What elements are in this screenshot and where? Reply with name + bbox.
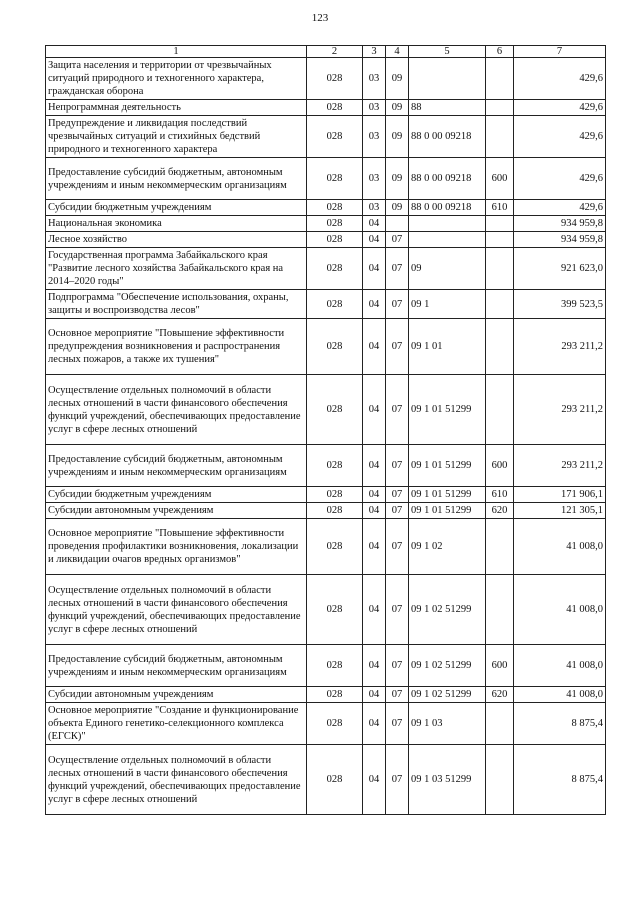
table-row xyxy=(46,575,606,645)
row-name-cell: Субсидии автономным учреждениям xyxy=(46,687,307,703)
row-name-cell: Предоставление субсидий бюджетным, автономным учреждениям и иным некоммерческим организациям xyxy=(46,445,307,487)
amount-cell: 293 211,2 xyxy=(514,319,606,375)
expense-type-cell xyxy=(486,319,514,375)
table-row xyxy=(46,248,606,290)
subdivision-cell: 07 xyxy=(386,445,409,487)
amount-cell: 921 623,0 xyxy=(514,248,606,290)
target-article-cell: 09 1 01 51299 xyxy=(409,375,486,445)
table-row xyxy=(46,445,606,487)
target-article-cell: 09 1 02 51299 xyxy=(409,575,486,645)
row-name-cell: Непрограммная деятельность xyxy=(46,100,307,116)
division-cell: 03 xyxy=(363,100,386,116)
target-article-cell: 09 1 03 xyxy=(409,703,486,745)
subdivision-cell: 09 xyxy=(386,158,409,200)
division-cell: 03 xyxy=(363,58,386,100)
subdivision-cell: 07 xyxy=(386,319,409,375)
section-code-cell: 028 xyxy=(307,703,363,745)
section-code-cell: 028 xyxy=(307,519,363,575)
section-code-cell: 028 xyxy=(307,445,363,487)
subdivision-cell: 07 xyxy=(386,487,409,503)
target-article-cell: 09 1 02 51299 xyxy=(409,645,486,687)
expense-type-cell xyxy=(486,575,514,645)
section-code-cell: 028 xyxy=(307,100,363,116)
division-cell: 03 xyxy=(363,116,386,158)
section-code-cell: 028 xyxy=(307,116,363,158)
target-article-cell: 88 0 00 09218 xyxy=(409,158,486,200)
row-name-cell: Основное мероприятие "Повышение эффективности предупреждения возникновения и распространения лесных пожаров, а также их тушения" xyxy=(46,319,307,375)
amount-cell: 429,6 xyxy=(514,100,606,116)
subdivision-cell: 07 xyxy=(386,519,409,575)
section-code-cell: 028 xyxy=(307,248,363,290)
target-article-cell: 09 1 02 xyxy=(409,519,486,575)
row-name-cell: Субсидии бюджетным учреждениям xyxy=(46,487,307,503)
target-article-cell: 09 1 02 51299 xyxy=(409,687,486,703)
amount-cell: 429,6 xyxy=(514,158,606,200)
amount-cell: 934 959,8 xyxy=(514,232,606,248)
expense-type-cell xyxy=(486,290,514,319)
row-name-cell: Государственная программа Забайкальского края "Развитие лесного хозяйства Забайкальского края на 2014–2020 годы" xyxy=(46,248,307,290)
division-cell: 04 xyxy=(363,703,386,745)
division-cell: 04 xyxy=(363,487,386,503)
table-row xyxy=(46,687,606,703)
target-article-cell: 88 0 00 09218 xyxy=(409,200,486,216)
expense-type-cell xyxy=(486,216,514,232)
expense-type-cell: 620 xyxy=(486,687,514,703)
subdivision-cell: 07 xyxy=(386,645,409,687)
target-article-cell: 09 1 01 xyxy=(409,319,486,375)
row-name-cell: Предупреждение и ликвидация последствий чрезвычайных ситуаций и стихийных бедствий природного и техногенного характера xyxy=(46,116,307,158)
amount-cell: 41 008,0 xyxy=(514,687,606,703)
division-cell: 04 xyxy=(363,575,386,645)
subdivision-cell: 07 xyxy=(386,575,409,645)
amount-cell: 293 211,2 xyxy=(514,445,606,487)
division-cell: 04 xyxy=(363,645,386,687)
division-cell: 04 xyxy=(363,232,386,248)
expense-type-cell: 600 xyxy=(486,158,514,200)
division-cell: 04 xyxy=(363,745,386,815)
target-article-cell: 09 1 01 51299 xyxy=(409,487,486,503)
subdivision-cell: 09 xyxy=(386,100,409,116)
table-row xyxy=(46,645,606,687)
target-article-cell: 09 1 xyxy=(409,290,486,319)
amount-cell: 41 008,0 xyxy=(514,645,606,687)
section-code-cell: 028 xyxy=(307,375,363,445)
expense-type-cell: 600 xyxy=(486,645,514,687)
column-header: 1 xyxy=(46,46,307,58)
expense-type-cell xyxy=(486,232,514,248)
expense-type-cell xyxy=(486,703,514,745)
row-name-cell: Подпрограмма "Обеспечение использования, охраны, защиты и воспроизводства лесов" xyxy=(46,290,307,319)
division-cell: 04 xyxy=(363,216,386,232)
row-name-cell: Осуществление отдельных полномочий в области лесных отношений в части финансового обеспечения функций учреждений, обеспечивающих предоставление услуг в сфере лесных отношений xyxy=(46,375,307,445)
subdivision-cell: 07 xyxy=(386,248,409,290)
target-article-cell: 09 1 03 51299 xyxy=(409,745,486,815)
table-row xyxy=(46,100,606,116)
division-cell: 04 xyxy=(363,503,386,519)
section-code-cell: 028 xyxy=(307,487,363,503)
section-code-cell: 028 xyxy=(307,575,363,645)
target-article-cell: 09 1 01 51299 xyxy=(409,503,486,519)
table-row xyxy=(46,116,606,158)
target-article-cell xyxy=(409,58,486,100)
subdivision-cell: 07 xyxy=(386,745,409,815)
expense-type-cell: 610 xyxy=(486,487,514,503)
section-code-cell: 028 xyxy=(307,290,363,319)
table-row xyxy=(46,290,606,319)
row-name-cell: Предоставление субсидий бюджетным, автономным учреждениям и иным некоммерческим организациям xyxy=(46,158,307,200)
row-name-cell: Основное мероприятие "Создание и функционирование объекта Единого генетико-селекционного комплекса (ЕГСК)" xyxy=(46,703,307,745)
subdivision-cell xyxy=(386,216,409,232)
table-row xyxy=(46,487,606,503)
row-name-cell: Предоставление субсидий бюджетным, автономным учреждениям и иным некоммерческим организациям xyxy=(46,645,307,687)
column-header: 2 xyxy=(307,46,363,58)
target-article-cell: 88 xyxy=(409,100,486,116)
amount-cell: 41 008,0 xyxy=(514,519,606,575)
section-code-cell: 028 xyxy=(307,687,363,703)
section-code-cell: 028 xyxy=(307,645,363,687)
expense-type-cell: 620 xyxy=(486,503,514,519)
section-code-cell: 028 xyxy=(307,158,363,200)
table-row xyxy=(46,232,606,248)
table-row xyxy=(46,375,606,445)
amount-cell: 429,6 xyxy=(514,200,606,216)
table-row xyxy=(46,519,606,575)
column-header: 5 xyxy=(409,46,486,58)
amount-cell: 934 959,8 xyxy=(514,216,606,232)
row-name-cell: Субсидии автономным учреждениям xyxy=(46,503,307,519)
table-row xyxy=(46,200,606,216)
page-number: 123 xyxy=(311,12,329,24)
section-code-cell: 028 xyxy=(307,58,363,100)
expense-type-cell xyxy=(486,58,514,100)
subdivision-cell: 09 xyxy=(386,116,409,158)
division-cell: 04 xyxy=(363,445,386,487)
row-name-cell: Лесное хозяйство xyxy=(46,232,307,248)
expense-type-cell: 600 xyxy=(486,445,514,487)
target-article-cell xyxy=(409,232,486,248)
division-cell: 04 xyxy=(363,375,386,445)
division-cell: 04 xyxy=(363,519,386,575)
column-header: 3 xyxy=(363,46,386,58)
amount-cell: 399 523,5 xyxy=(514,290,606,319)
target-article-cell: 88 0 00 09218 xyxy=(409,116,486,158)
amount-cell: 293 211,2 xyxy=(514,375,606,445)
subdivision-cell: 07 xyxy=(386,290,409,319)
expense-type-cell: 610 xyxy=(486,200,514,216)
amount-cell: 41 008,0 xyxy=(514,575,606,645)
subdivision-cell: 07 xyxy=(386,687,409,703)
row-name-cell: Осуществление отдельных полномочий в области лесных отношений в части финансового обеспечения функций учреждений, обеспечивающих предоставление услуг в сфере лесных отношений xyxy=(46,745,307,815)
division-cell: 03 xyxy=(363,158,386,200)
row-name-cell: Основное мероприятие "Повышение эффективности проведения профилактики возникновения, локализации и ликвидации очагов вредных организмов" xyxy=(46,519,307,575)
section-code-cell: 028 xyxy=(307,745,363,815)
division-cell: 04 xyxy=(363,290,386,319)
amount-cell: 121 305,1 xyxy=(514,503,606,519)
table-row xyxy=(46,703,606,745)
amount-cell: 429,6 xyxy=(514,116,606,158)
section-code-cell: 028 xyxy=(307,200,363,216)
target-article-cell: 09 xyxy=(409,248,486,290)
subdivision-cell: 09 xyxy=(386,200,409,216)
division-cell: 04 xyxy=(363,248,386,290)
amount-cell: 8 875,4 xyxy=(514,745,606,815)
table-row xyxy=(46,745,606,815)
subdivision-cell: 07 xyxy=(386,703,409,745)
table-row xyxy=(46,319,606,375)
expense-type-cell xyxy=(486,519,514,575)
section-code-cell: 028 xyxy=(307,232,363,248)
target-article-cell xyxy=(409,216,486,232)
subdivision-cell: 07 xyxy=(386,375,409,445)
row-name-cell: Осуществление отдельных полномочий в области лесных отношений в части финансового обеспечения функций учреждений, обеспечивающих предоставление услуг в сфере лесных отношений xyxy=(46,575,307,645)
row-name-cell: Субсидии бюджетным учреждениям xyxy=(46,200,307,216)
subdivision-cell: 07 xyxy=(386,232,409,248)
column-header: 7 xyxy=(514,46,606,58)
table-header-row xyxy=(46,46,606,58)
division-cell: 04 xyxy=(363,687,386,703)
row-name-cell: Защита населения и территории от чрезвычайных ситуаций природного и техногенного характера, гражданская оборона xyxy=(46,58,307,100)
budget-table xyxy=(45,45,606,815)
expense-type-cell xyxy=(486,745,514,815)
table-row xyxy=(46,503,606,519)
division-cell: 03 xyxy=(363,200,386,216)
division-cell: 04 xyxy=(363,319,386,375)
expense-type-cell xyxy=(486,116,514,158)
table-row xyxy=(46,158,606,200)
column-header: 6 xyxy=(486,46,514,58)
expense-type-cell xyxy=(486,248,514,290)
subdivision-cell: 09 xyxy=(386,58,409,100)
row-name-cell: Национальная экономика xyxy=(46,216,307,232)
subdivision-cell: 07 xyxy=(386,503,409,519)
column-header: 4 xyxy=(386,46,409,58)
section-code-cell: 028 xyxy=(307,319,363,375)
section-code-cell: 028 xyxy=(307,216,363,232)
amount-cell: 8 875,4 xyxy=(514,703,606,745)
table-row xyxy=(46,58,606,100)
target-article-cell: 09 1 01 51299 xyxy=(409,445,486,487)
amount-cell: 171 906,1 xyxy=(514,487,606,503)
table-row xyxy=(46,216,606,232)
expense-type-cell xyxy=(486,375,514,445)
section-code-cell: 028 xyxy=(307,503,363,519)
amount-cell: 429,6 xyxy=(514,58,606,100)
expense-type-cell xyxy=(486,100,514,116)
